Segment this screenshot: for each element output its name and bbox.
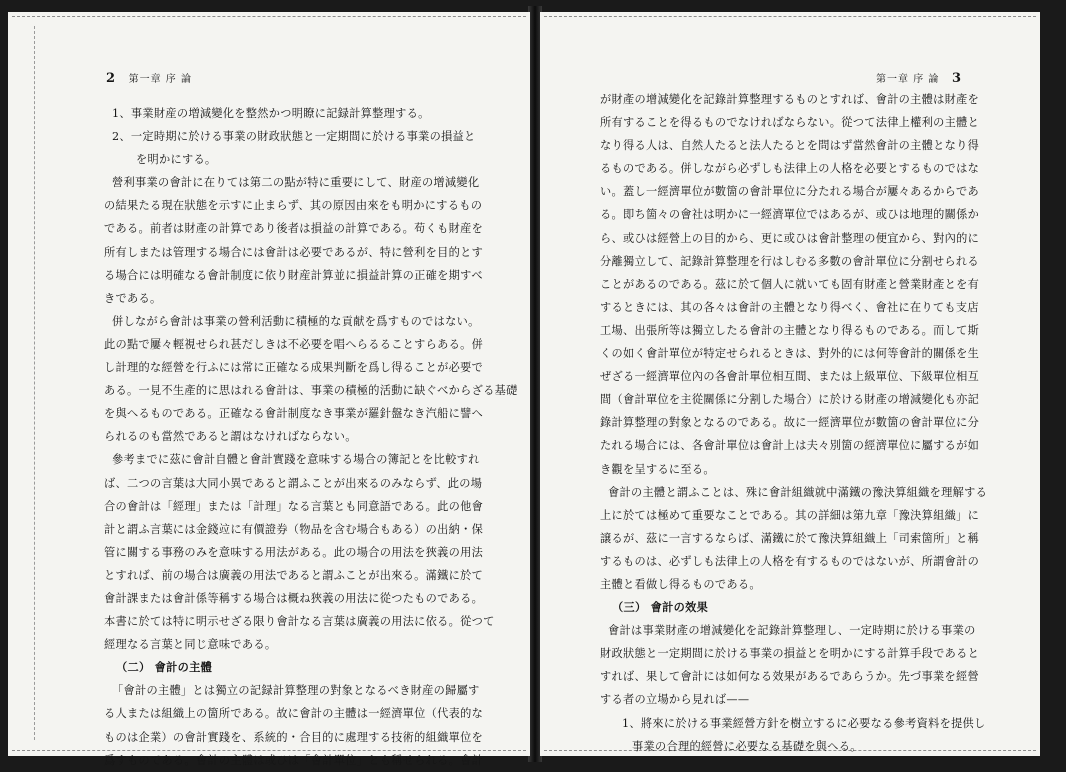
right-page (540, 12, 1040, 756)
text-line: られるのも當然であると謂はなければならない。 (104, 430, 357, 444)
text-line: 爲すものである。會計の主體は或ひは「會計單位」とも稱せられる。會計 (104, 753, 484, 767)
text-line: 會計課または會計係等稱する場合は概ね狹義の用法に從つたものである。 (104, 591, 484, 605)
text-line: する者の立場から見れば—— (600, 693, 750, 707)
text-line: の結果たる現在狀態を示すに止まらず、其の原因由來をも明かにするもの (104, 199, 483, 213)
scan-border-top (12, 16, 526, 18)
text-line: 1、事業財産の増減變化を整然かつ明瞭に記録計算整理する。 (112, 107, 430, 120)
text-line: たれる場合には、各會計單位は會計上は夫々別箇の經濟單位に屬するが如 (600, 439, 980, 453)
text-line: ある。一見不生產的に思はれる會計は、事業の積極的活動に缺ぐべからざる基礎 (104, 384, 518, 398)
left-page-body (104, 102, 518, 772)
text-line: ら、或ひは經營上の目的から、更に或ひは會計整理の便宜から、對內的に (600, 231, 980, 245)
text-line: る場合には明確なる會計制度に依り財産計算並に損益計算の正確を期すべ (104, 268, 483, 282)
section-heading: （二） 會計の主體 (116, 660, 213, 675)
text-line: るものである。併しながら必ずしも法律上の人格を必要とするものではな (600, 162, 980, 176)
text-line: 併しながら會計は事業の營利活動に積極的な貢献を爲すものではない。 (112, 314, 480, 328)
left-page (8, 12, 530, 767)
text-line: ぜざる一經濟單位內の各會計單位相互間、または上級單位、下級單位相互 (600, 370, 980, 384)
text-line: すれば、果して會計には如何なる效果があるであらうか。先づ事業を經營 (600, 670, 979, 684)
text-line: 會計の主體と謂ふことは、殊に會計組織就中滿鐵の豫決算組織を理解する (608, 485, 988, 499)
text-line: 管に關する事務のみを意味する用法がある。此の場合の用法を狹義の用法 (104, 545, 484, 559)
text-line: なり得る人は、自然人たると法人たるとを問はず當然會計の主體となり得 (600, 139, 980, 153)
text-line: る。即ち箇々の會社は明かに一經濟單位ではあるが、或ひは地理的關係か (600, 208, 980, 222)
text-line: 錄計算整理の對象となるのである。故に一經濟單位が數箇の會計單位に分 (600, 416, 980, 430)
text-line: 本書に於ては特に明示せざる限り會計なる言葉は廣義の用法に依る。從つて (104, 615, 495, 629)
text-line: 所有することを得るものでなければならない。從つて法律上權利の主體と (600, 116, 980, 130)
text-line: 會計は事業財產の增減變化を記錄計算整理し、一定時期に於ける事業の (608, 624, 976, 638)
text-line: ば、二つの言葉は大同小異であると謂ふことが出來るのみならず、此の場 (104, 476, 483, 490)
text-line: 營利事業の會計に在りては第二の點が特に重要にして、財産の增減變化 (112, 176, 480, 190)
text-line: 經理なる言葉と同じ意味である。 (104, 638, 277, 652)
text-line: するものは、必ずしも法律上の人格を有するものではないが、所謂會計の (600, 554, 980, 568)
text-line: が財產の增減變化を記錄計算整理するものとすれば、會計の主體は財產を (600, 93, 980, 106)
section-heading: （三） 會計の效果 (612, 600, 709, 615)
page-number: 2 (106, 71, 117, 86)
text-line: 此の點で屢々輕視せられ甚だしきは不必要を唱へらるることすらある。併 (104, 337, 484, 351)
page-number: 3 (951, 71, 962, 86)
left-page-header (106, 70, 192, 86)
text-line: 2、一定時期に於ける事業の財政狀態と一定期間に於ける事業の損益と (112, 130, 476, 144)
scan-border-left (34, 26, 36, 740)
text-line: 財政狀態と一定期間に於ける事業の損益とを明かにする計算手段であると (600, 647, 980, 661)
text-line: ものは企業）の會計實踐を、系統的・合目的に處理する技術的組織單位を (104, 730, 484, 744)
scan-border-top (544, 16, 1036, 18)
text-line: し計理的な經營を行ふには常に正確なる成果判斷を爲し得ることが必要で (104, 361, 484, 375)
text-line: 工場、出張所等は獨立したる會計の主體となり得るものである。而して斯 (600, 323, 980, 337)
right-page-header (876, 70, 962, 86)
text-line: きである。 (104, 291, 162, 305)
text-line: 所有しまたは管理する場合には會計は必要であるが、特に營利を目的とす (104, 245, 484, 259)
text-line: を明かにする。 (136, 153, 217, 167)
text-line: 合の會計は「經理」または「計理」なる言葉とも同意語である。此の他會 (104, 499, 484, 513)
text-line: とすれば、前の場合は廣義の用法であると謂ふことが出來る。滿鐵に於て (104, 568, 484, 582)
text-line: くの如く會計單位が特定せられるときは、對外的には何等會計的關係を生 (600, 347, 980, 361)
running-head: 第一章 序 論 (128, 74, 192, 85)
text-line: る人または組織上の箇所である。故に會計の主體は一經濟單位（代表的な (104, 707, 484, 721)
running-head: 第一章 序 論 (876, 74, 940, 85)
text-line: い。蓋し一經濟單位が數箇の會計單位に分たれる場合が屢々あるからであ (600, 185, 979, 199)
text-line: 事業の合理的經營に必要なる基礎を與へる。 (632, 739, 862, 753)
text-line: 主體と看做し得るものである。 (600, 577, 761, 591)
text-line: 「會計の主體」とは獨立の記録計算整理の對象となるべき財産の歸屬す (112, 684, 480, 698)
text-line: 上に於ては極めて重要なことである。其の詳細は第九章「豫決算組織」に (600, 508, 980, 522)
text-line: 參考までに茲に會計自體と會計實踐を意味する場合の簿記とを比較すれ (112, 453, 480, 467)
text-line: するときには、其の各々は會計の主體となり得べく、會社に在りても支店 (600, 300, 979, 314)
text-line: 間（會計單位を主從關係に分割した場合）に於ける財產の增減變化も亦記 (600, 393, 980, 407)
text-line: き觀を呈するに至る。 (600, 462, 715, 476)
text-line: 譲るが、茲に一言するならば、滿鐵に於て豫決算組織上「司索箇所」と稱 (600, 531, 980, 545)
text-line: である。前者は財產の計算であり後者は損益の計算である。苟くも財産を (104, 222, 484, 236)
text-line: 計と謂ふ言葉には金錢竝に有價證券（物品を含む場合もある）の出納・保 (104, 522, 484, 536)
text-line: 1、將來に於ける事業經營方針を樹立するに必要なる參考資料を提供し (622, 716, 986, 730)
right-page-body (600, 88, 988, 758)
text-line: 分離獨立して、記錄計算整理を行はしむる多數の會計單位に分割せられる (600, 254, 979, 268)
text-line: を與へるものである。正確なる會計制度なき事業が羅針盤なき汽船に譬へ (104, 407, 484, 421)
text-line: ことがあるのである。茲に於て個人に就いても固有財產と營業財產とを有 (600, 277, 980, 291)
